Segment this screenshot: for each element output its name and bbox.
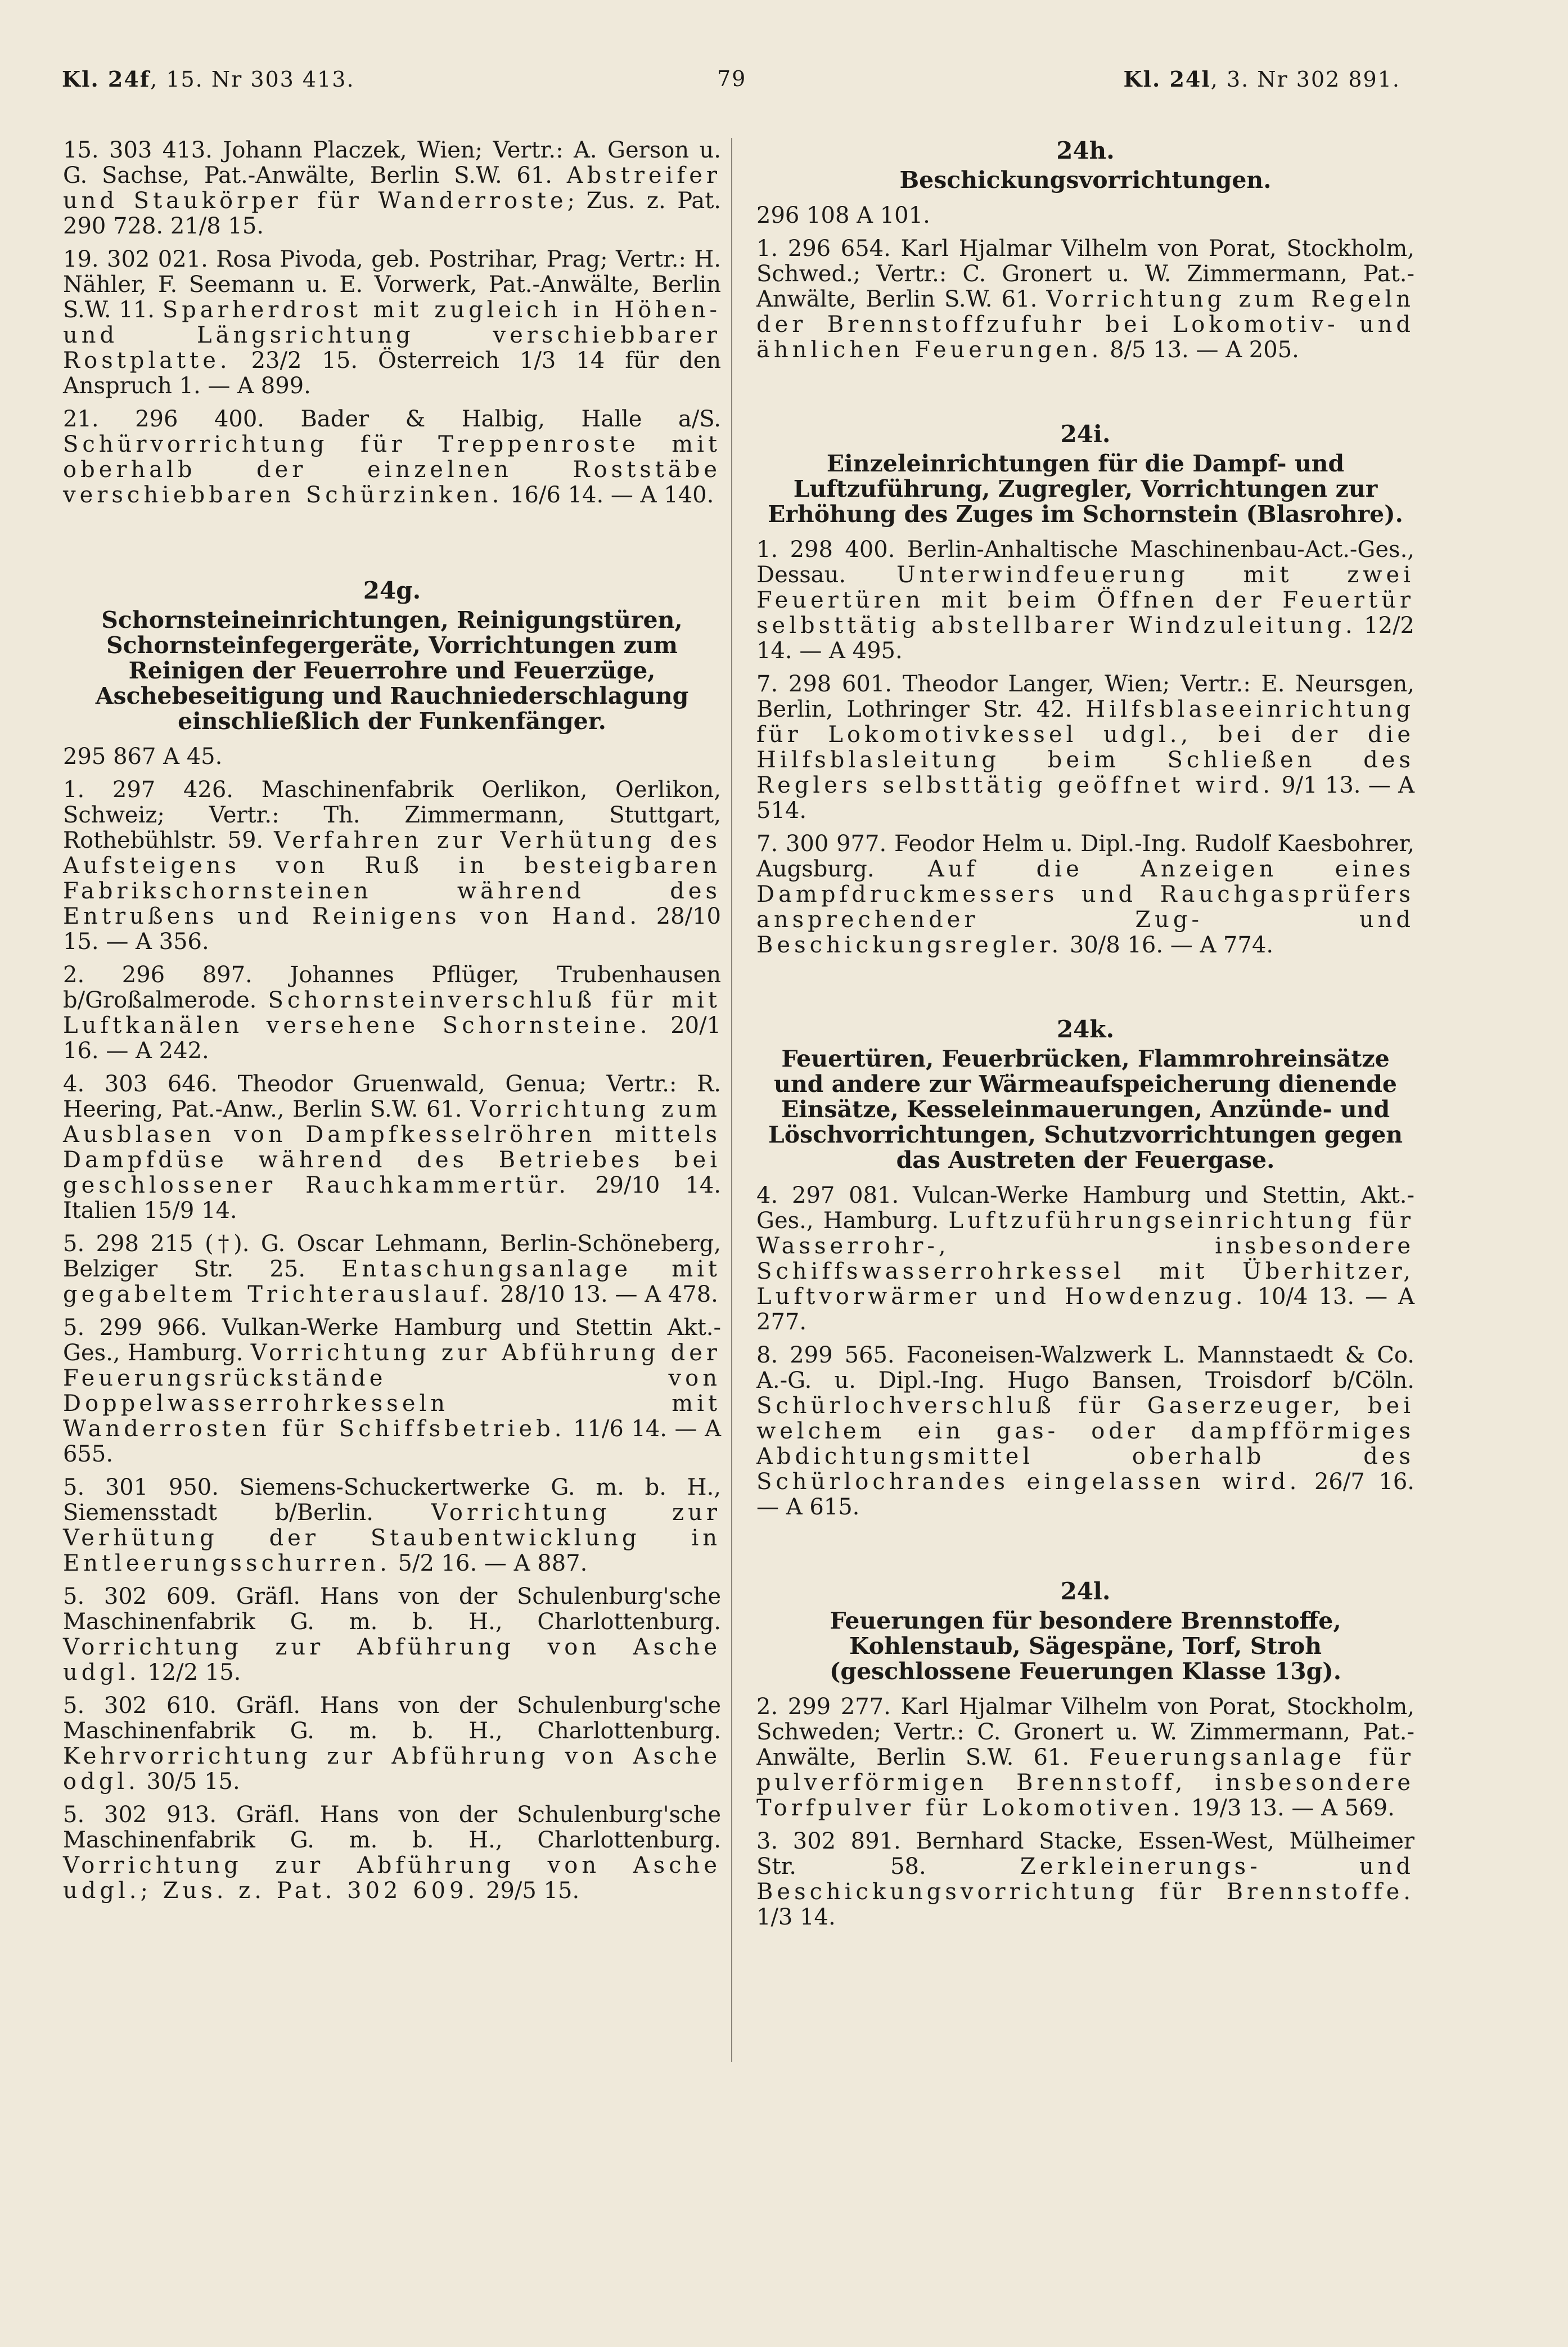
page-number: 79 xyxy=(717,66,747,91)
subclass-title-24k: Feuertüren, Feuerbrücken, Flammrohreinsätze und andere zur Wärmeaufspeicherung dienende Einsätze, Kesseleinmauerungen, Anzünde- und Löschvorrichtungen, Schutzvorrichtungen gegen das Austreten der Feuergase. xyxy=(768,1045,1403,1173)
patent-entry: 4. 303 646. Theodor Gruenwald, Genua; Vertr.: R. Heering, Pat.-Anw., Berlin S.W. 61. Vorrichtung zum Ausblasen von Dampfkesselröhren mittels Dampfdüse während des Betriebes bei geschlossener Rauchkammertür. 29/10 14. Italien 15/9 14. xyxy=(63,1071,721,1224)
patent-entry: 2. 296 897. Johannes Pflüger, Trubenhausen b/Großalmerode. Schornsteinverschluß für mit Luftkanälen versehene Schornsteine. 20/1 16. — A 242. xyxy=(63,962,722,1064)
patent-entry: 5. 302 913. Gräfl. Hans von der Schulenburg'sche Maschinenfabrik G. m. b. H., Charlottenburg. Vorrichtung zur Abführung von Asche udgl.; Zus. z. Pat. 302 609. 29/5 15. xyxy=(63,1802,721,1904)
header-left: Kl. 24f, 15. Nr 303 413. xyxy=(62,66,355,92)
patent-entry: 4. 297 081. Vulcan-Werke Hamburg und Stettin, Akt.-Ges., Hamburg. Luftzuführungseinrichtung für Wasserrohr-, insbesondere Schiffswasserrohrkessel mit Überhitzer, Luftvorwärmer und Howdenzug. 10/4 13. — A 277. xyxy=(756,1183,1415,1335)
patent-entry: 5. 302 610. Gräfl. Hans von der Schulenburg'sche Maschinenfabrik G. m. b. H., Charlottenburg. Kehrvorrichtung zur Abführung von Asche odgl. 30/5 15. xyxy=(63,1693,721,1795)
subclass-title-24h: Beschickungsvorrichtungen. xyxy=(899,167,1272,194)
subclass-code-24h: 24h. xyxy=(1056,137,1115,164)
patent-entry: 7. 300 977. Feodor Helm u. Dipl.-Ing. Rudolf Kaesbohrer, Augsburg. Auf die Anzeigen eines Dampfdruckmessers und Rauchgasprüfers ansprechender Zug- und Beschickungsregler. 30/8 16. — A 774. xyxy=(756,831,1414,958)
subclass-code-24k: 24k. xyxy=(1056,1015,1115,1043)
subclass-code-24l: 24l. xyxy=(1060,1577,1111,1605)
patent-entry: 8. 299 565. Faconeisen-Walzwerk L. Mannstaedt & Co. A.-G. u. Dipl.-Ing. Hugo Bansen, Troisdorf b/Cöln. Schürlochverschluß für Gaserzeuger, bei welchem ein gas- oder dampfförmiges Abdichtungsmittel oberhalb des Schürlochrandes eingelassen wird. 26/7 16. — A 615. xyxy=(756,1342,1414,1520)
patent-entry: 19. 302 021. Rosa Pivoda, geb. Postrihar, Prag; Vertr.: H. Nähler, F. Seemann u. E. Vorwerk, Pat.-Anwälte, Berlin S.W. 11. Sparherdrost mit zugleich in Höhen- und Längsrichtung verschiebbarer Rostplatte. 23/2 15. Österreich 1/3 14 für den Anspruch 1. — A 899. xyxy=(63,246,722,399)
crossref: 295 867 A 45. xyxy=(63,744,223,770)
subclass-title-24l: Feuerungen für besondere Brennstoffe, Kohlenstaub, Sägespäne, Torf, Stroh (geschlossene Feuerungen Klasse 13g). xyxy=(830,1607,1341,1685)
patent-entry: 1. 296 654. Karl Hjalmar Vilhelm von Porat, Stockholm, Schwed.; Vertr.: C. Gronert u. W. Zimmermann, Pat.-Anwälte, Berlin S.W. 61. Vorrichtung zum Regeln der Brennstoffzufuhr bei Lokomotiv- und ähnlichen Feuerungen. 8/5 13. — A 205. xyxy=(756,236,1415,363)
subclass-title-24g: Schornsteineinrichtungen, Reinigungstüren, Schornsteinfegergeräte, Vorrichtungen zum Reinigen der Feuerrohre und Feuerzüge, Aschebeseitigung und Rauchniederschlagung einschließlich der Funkenfänger. xyxy=(95,606,689,735)
patent-entry: 5. 299 966. Vulkan-Werke Hamburg und Stettin Akt.-Ges., Hamburg. Vorrichtung zur Abführung der Feuerungsrückstände von Doppelwasserrohrkesseln mit Wanderrosten für Schiffsbetrieb. 11/6 14. — A 655. xyxy=(63,1315,722,1467)
patent-entry: 1. 297 426. Maschinenfabrik Oerlikon, Oerlikon, Schweiz; Vertr.: Th. Zimmermann, Stuttgart, Rothebühlstr. 59. Verfahren zur Verhütung des Aufsteigens von Ruß in besteigbaren Fabrikschornsteinen während des Entrußens und Reinigens von Hand. 28/10 15. — A 356. xyxy=(63,777,722,955)
subclass-code-24g: 24g. xyxy=(363,577,421,604)
page-header xyxy=(62,66,1400,106)
patent-entry: 5. 301 950. Siemens-Schuckertwerke G. m. b. H., Siemensstadt b/Berlin. Vorrichtung zur Verhütung der Staubentwicklung in Entleerungsschurren. 5/2 16. — A 887. xyxy=(63,1474,722,1576)
column-divider xyxy=(731,138,732,2062)
patent-entry: 1. 298 400. Berlin-Anhaltische Maschinenbau-Act.-Ges., Dessau. Unterwindfeuerung mit zwei Feuertüren mit beim Öffnen der Feuertür selbsttätig abstellbarer Windzuleitung. 12/2 14. — A 495. xyxy=(756,537,1415,664)
subclass-code-24i: 24i. xyxy=(1060,420,1111,448)
right-column xyxy=(756,138,1414,1938)
patent-entry: 7. 298 601. Theodor Langer, Wien; Vertr.: E. Neursgen, Berlin, Lothringer Str. 42. Hilfsblaseeinrichtung für Lokomotivkessel udgl., bei der die Hilfsblasleitung beim Schließen des Reglers selbsttätig geöffnet wird. 9/1 13. — A 514. xyxy=(756,671,1415,824)
header-right: Kl. 24l, 3. Nr 302 891. xyxy=(1123,66,1400,92)
patent-entry: 21. 296 400. Bader & Halbig, Halle a/S. Schürvorrichtung für Treppenroste mit oberhalb der einzelnen Roststäbe verschiebbaren Schürzinken. 16/6 14. — A 140. xyxy=(63,406,721,508)
patent-entry: 2. 299 277. Karl Hjalmar Vilhelm von Porat, Stockholm, Schweden; Vertr.: C. Gronert u. W. Zimmermann, Pat.-Anwälte, Berlin S.W. 61. Feuerungsanlage für pulverförmigen Brennstoff, insbesondere Torfpulver für Lokomotiven. 19/3 13. — A 569. xyxy=(756,1694,1414,1821)
left-column xyxy=(63,138,721,1912)
patent-entry: 5. 302 609. Gräfl. Hans von der Schulenburg'sche Maschinenfabrik G. m. b. H., Charlottenburg. Vorrichtung zur Abführung von Asche udgl. 12/2 15. xyxy=(63,1584,721,1685)
patent-entry: 15. 303 413. Johann Placzek, Wien; Vertr.: A. Gerson u. G. Sachse, Pat.-Anwälte, Berlin S.W. 61. Abstreifer und Staukörper für Wanderroste; Zus. z. Pat. 290 728. 21/8 15. xyxy=(63,137,721,239)
patent-entry: 3. 302 891. Bernhard Stacke, Essen-West, Mülheimer Str. 58. Zerkleinerungs- und Beschickungsvorrichtung für Brennstoffe. 1/3 14. xyxy=(756,1828,1415,1930)
subclass-title-24i: Einzeleinrichtungen für die Dampf- und Luftzuführung, Zugregler, Vorrichtungen zur Erhöhung des Zuges im Schornstein (Blasrohre). xyxy=(768,450,1403,528)
patent-entry: 5. 298 215 (†). G. Oscar Lehmann, Berlin-Schöneberg, Belziger Str. 25. Entaschungsanlage mit gegabeltem Trichterauslauf. 28/10 13. — A 478. xyxy=(63,1231,721,1307)
crossref: 296 108 A 101. xyxy=(756,203,930,228)
